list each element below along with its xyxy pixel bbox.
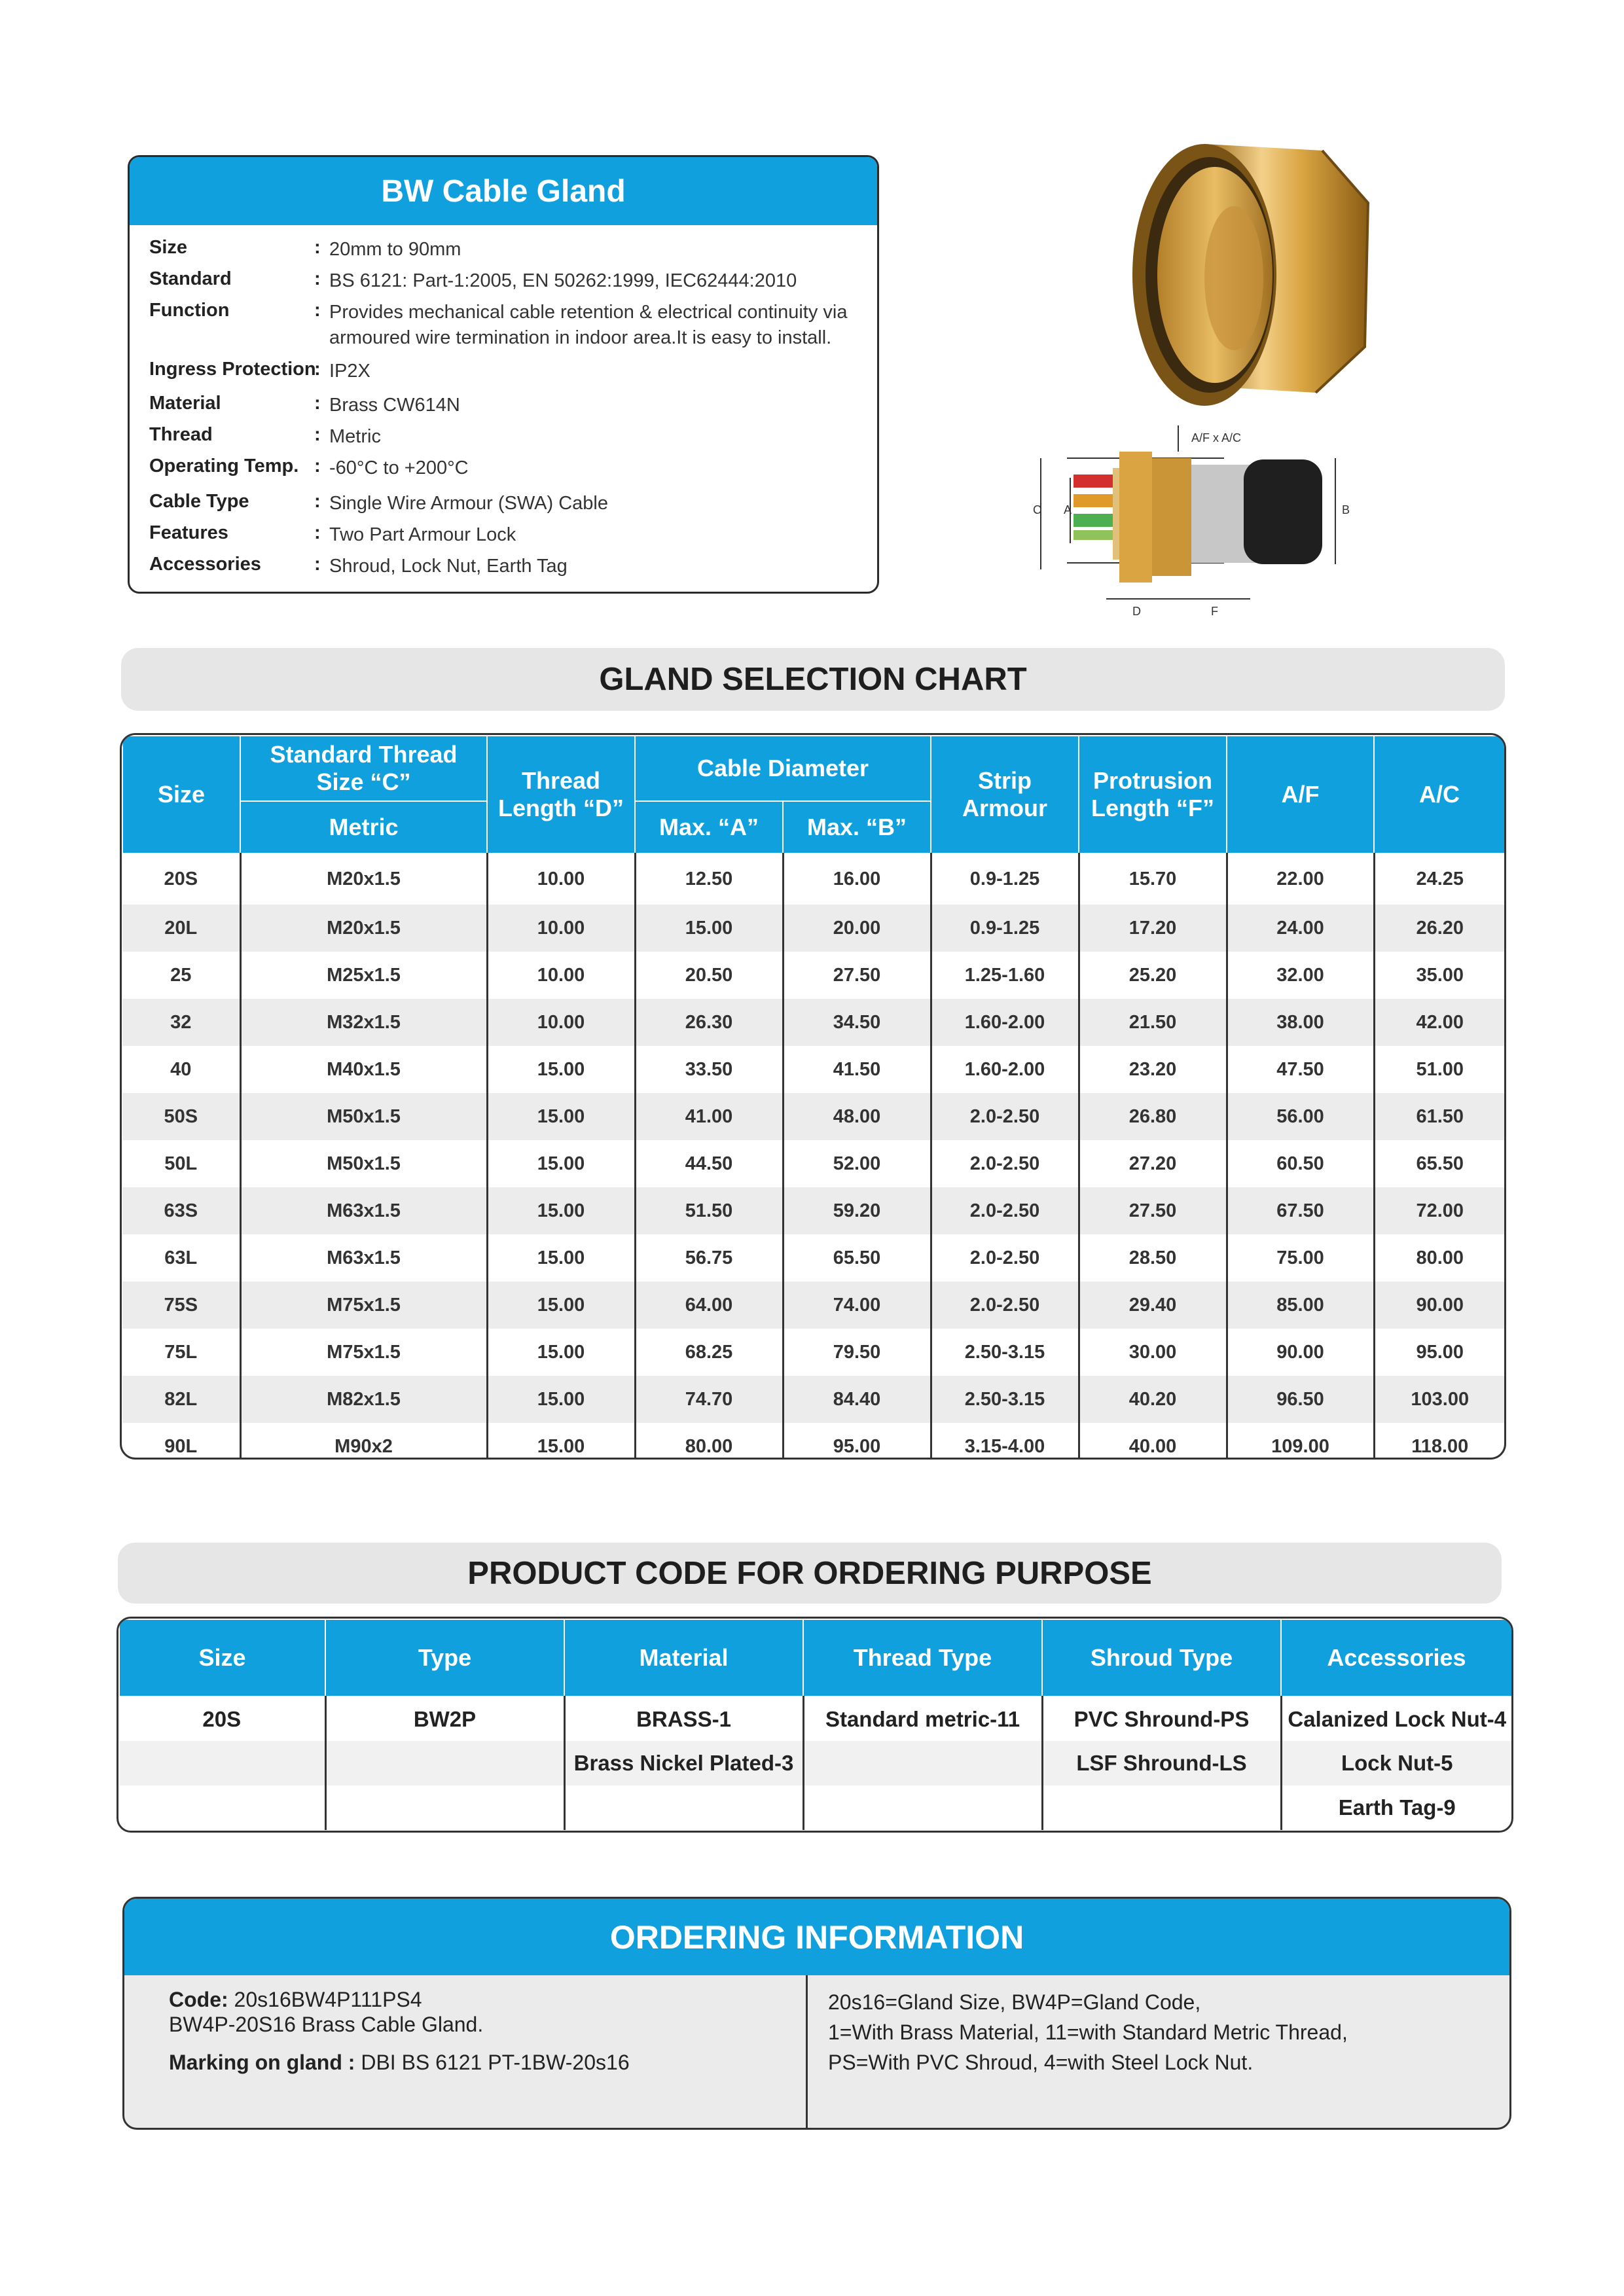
- selection-cell: 24.00: [1227, 905, 1374, 952]
- code-col-header: Size: [119, 1619, 325, 1696]
- selection-row: [122, 1093, 1505, 1140]
- selection-cell: 2.0-2.50: [931, 1234, 1079, 1282]
- selection-cell: 68.25: [635, 1329, 783, 1376]
- selection-cell: 1.60-2.00: [931, 999, 1079, 1046]
- selection-cell: 15.00: [487, 1140, 635, 1187]
- code-cell: Lock Nut-5: [1281, 1741, 1512, 1785]
- code-row: [119, 1785, 1512, 1830]
- diagram-label-f: F: [1211, 605, 1218, 618]
- selection-chart-title: GLAND SELECTION CHART: [121, 648, 1505, 711]
- selection-cell: 90.00: [1374, 1282, 1505, 1329]
- code-cell: [325, 1741, 564, 1785]
- code-cell: Standard metric-11: [803, 1696, 1042, 1741]
- selection-cell: 51.50: [635, 1187, 783, 1234]
- selection-row: [122, 1423, 1505, 1460]
- selection-cell: 10.00: [487, 905, 635, 952]
- code-cell: [119, 1785, 325, 1830]
- selection-cell: 65.50: [1374, 1140, 1505, 1187]
- selection-cell: 29.40: [1079, 1282, 1227, 1329]
- selection-chart-table-frame: [120, 733, 1506, 1460]
- col-header-max-a: Max. “A”: [635, 801, 783, 853]
- spec-value: Shroud, Lock Nut, Earth Tag: [329, 556, 568, 577]
- marking-value: DBI BS 6121 PT-1BW-20s16: [361, 2051, 630, 2074]
- selection-cell: 118.00: [1374, 1423, 1505, 1460]
- selection-cell: 41.00: [635, 1093, 783, 1140]
- selection-cell: 32.00: [1227, 952, 1374, 999]
- selection-cell: M75x1.5: [240, 1282, 487, 1329]
- diagram-label-c: C: [1033, 503, 1041, 516]
- selection-cell: 40.00: [1079, 1423, 1227, 1460]
- explanation-line: PS=With PVC Shroud, 4=with Steel Lock Nut.: [828, 2051, 1254, 2074]
- selection-row: [122, 1234, 1505, 1282]
- code-cell: Brass Nickel Plated-3: [564, 1741, 803, 1785]
- selection-cell: 90.00: [1227, 1329, 1374, 1376]
- selection-row: [122, 1329, 1505, 1376]
- spec-value: -60°C to +200°C: [329, 457, 469, 478]
- selection-cell: 23.20: [1079, 1046, 1227, 1093]
- code-cell: PVC Shround-PS: [1042, 1696, 1281, 1741]
- code-cell: [119, 1741, 325, 1785]
- ordering-explanation: [828, 1987, 1496, 2077]
- selection-cell: M63x1.5: [240, 1234, 487, 1282]
- selection-cell: 84.40: [783, 1376, 931, 1423]
- selection-cell: 26.80: [1079, 1093, 1227, 1140]
- selection-row: [122, 952, 1505, 999]
- code-row: [119, 1696, 1512, 1741]
- spec-colon: :: [314, 491, 321, 512]
- selection-cell: 80.00: [1374, 1234, 1505, 1282]
- spec-label: Size: [149, 237, 188, 258]
- selection-cell: 90L: [164, 1435, 198, 1457]
- selection-cell: 1.60-2.00: [931, 1046, 1079, 1093]
- selection-cell: 74.70: [635, 1376, 783, 1423]
- col-header-af: A/F: [1227, 736, 1374, 853]
- ordering-code-description: BW4P-20S16 Brass Cable Gland.: [169, 2013, 484, 2036]
- selection-cell: 2.0-2.50: [931, 1187, 1079, 1234]
- selection-cell: 79.50: [783, 1329, 931, 1376]
- selection-cell: 15.00: [487, 1423, 635, 1460]
- spec-card: [128, 155, 879, 594]
- ordering-code-block: [169, 1987, 791, 2075]
- code-cell: 20S: [202, 1706, 242, 1731]
- selection-cell: 25.20: [1079, 952, 1227, 999]
- code-cell: BRASS-1: [564, 1696, 803, 1741]
- col-header-max-b: Max. “B”: [783, 801, 931, 853]
- selection-cell: 10.00: [487, 999, 635, 1046]
- marking-label: Marking on gland :: [169, 2051, 355, 2074]
- selection-cell: 15.00: [487, 1187, 635, 1234]
- spec-colon: :: [314, 424, 321, 445]
- selection-cell: 15.00: [487, 1046, 635, 1093]
- ordering-code-label: Code:: [169, 1988, 228, 2011]
- selection-cell: M63x1.5: [240, 1187, 487, 1234]
- col-header-standard-thread: Standard Thread Size “C”: [240, 736, 487, 801]
- spec-value: Provides mechanical cable retention & electrical continuity via armoured wire termination in indoor area.It is easy to install.: [329, 302, 848, 348]
- spec-value: Two Part Armour Lock: [329, 524, 516, 545]
- selection-row: [122, 1282, 1505, 1329]
- selection-cell: 56.00: [1227, 1093, 1374, 1140]
- spec-value: Metric: [329, 426, 381, 447]
- selection-row: [122, 999, 1505, 1046]
- selection-row: [122, 1376, 1505, 1423]
- selection-row: [122, 1046, 1505, 1093]
- selection-cell: 33.50: [635, 1046, 783, 1093]
- selection-row: [122, 905, 1505, 952]
- selection-cell: 2.0-2.50: [931, 1093, 1079, 1140]
- selection-row: [122, 1187, 1505, 1234]
- selection-cell: 2.50-3.15: [931, 1376, 1079, 1423]
- ordering-code-value: 20s16BW4P111PS4: [234, 1988, 422, 2011]
- selection-cell: 75.00: [1227, 1234, 1374, 1282]
- selection-cell: 59.20: [783, 1187, 931, 1234]
- selection-cell: 12.50: [635, 853, 783, 905]
- spec-colon: :: [314, 522, 321, 543]
- selection-cell: 0.9-1.25: [931, 905, 1079, 952]
- explanation-line: 20s16=Gland Size, BW4P=Gland Code,: [828, 1990, 1201, 2014]
- col-header-strip-armour: Strip Armour: [931, 736, 1079, 853]
- selection-cell: M20x1.5: [240, 905, 487, 952]
- code-cell: LSF Shround-LS: [1042, 1741, 1281, 1785]
- col-header-cable-diameter: Cable Diameter: [635, 736, 931, 801]
- spec-value: IP2X: [329, 361, 370, 382]
- selection-cell: 75L: [164, 1341, 198, 1363]
- spec-value: Brass CW614N: [329, 395, 460, 416]
- selection-cell: 1.25-1.60: [931, 952, 1079, 999]
- spec-label: Thread: [149, 424, 213, 445]
- spec-value: BS 6121: Part-1:2005, EN 50262:1999, IEC62444:2010: [329, 270, 797, 291]
- selection-cell: 0.9-1.25: [931, 853, 1079, 905]
- selection-cell: 38.00: [1227, 999, 1374, 1046]
- selection-cell: M90x2: [240, 1423, 487, 1460]
- code-col-header: Material: [564, 1619, 803, 1696]
- selection-cell: 95.00: [783, 1423, 931, 1460]
- selection-cell: 67.50: [1227, 1187, 1374, 1234]
- selection-cell: M25x1.5: [240, 952, 487, 999]
- selection-cell: 103.00: [1374, 1376, 1505, 1423]
- selection-cell: 74.00: [783, 1282, 931, 1329]
- selection-cell: 27.50: [1079, 1187, 1227, 1234]
- selection-cell: 75S: [122, 1282, 240, 1329]
- selection-cell: 25: [170, 964, 192, 986]
- code-cell: Calanized Lock Nut-4: [1281, 1696, 1512, 1741]
- selection-cell: 20.00: [783, 905, 931, 952]
- selection-cell: 51.00: [1374, 1046, 1505, 1093]
- selection-cell: M75x1.5: [240, 1329, 487, 1376]
- spec-colon: :: [314, 268, 321, 289]
- code-cell: [564, 1785, 803, 1830]
- selection-cell: 50L: [164, 1153, 198, 1174]
- selection-cell: 17.20: [1079, 905, 1227, 952]
- diagram-label-a: A: [1064, 503, 1072, 516]
- selection-cell: 15.00: [487, 1376, 635, 1423]
- selection-cell: M50x1.5: [240, 1140, 487, 1187]
- selection-cell: 72.00: [1374, 1187, 1505, 1234]
- spec-value: 20mm to 90mm: [329, 239, 461, 260]
- spec-label: Standard: [149, 268, 232, 289]
- selection-cell: 64.00: [635, 1282, 783, 1329]
- selection-cell: 15.00: [487, 1093, 635, 1140]
- spec-label: Accessories: [149, 554, 261, 575]
- selection-cell: M40x1.5: [240, 1046, 487, 1093]
- selection-cell: 20L: [122, 905, 240, 952]
- diagram-label-af-ac: A/F x A/C: [1191, 431, 1242, 444]
- selection-cell: M20x1.5: [240, 853, 487, 905]
- selection-cell: 96.50: [1227, 1376, 1374, 1423]
- selection-cell: 82L: [122, 1376, 240, 1423]
- ordering-divider: [806, 1975, 808, 2130]
- col-header-protrusion-length: Protrusion Length “F”: [1079, 736, 1227, 853]
- selection-cell: 56.75: [635, 1234, 783, 1282]
- selection-cell: 48.00: [783, 1093, 931, 1140]
- selection-cell: 50S: [122, 1093, 240, 1140]
- spec-colon: :: [314, 393, 321, 414]
- ordering-information-title: ORDERING INFORMATION: [124, 1899, 1509, 1975]
- spec-label: Cable Type: [149, 491, 249, 512]
- selection-cell: 95.00: [1374, 1329, 1505, 1376]
- col-header-size: Size: [122, 736, 240, 853]
- product-code-table: [118, 1619, 1513, 1830]
- code-col-header: Accessories: [1281, 1619, 1512, 1696]
- selection-cell: 26.20: [1374, 905, 1505, 952]
- spec-card-title: BW Cable Gland: [130, 157, 877, 225]
- selection-cell: 63L: [164, 1247, 198, 1268]
- selection-cell: 2.0-2.50: [931, 1140, 1079, 1187]
- col-header-metric: Metric: [240, 801, 487, 853]
- code-cell: BW2P: [325, 1696, 564, 1741]
- selection-cell: 44.50: [635, 1140, 783, 1187]
- selection-cell: 109.00: [1227, 1423, 1374, 1460]
- selection-cell: 60.50: [1227, 1140, 1374, 1187]
- spec-label: Features: [149, 522, 228, 543]
- selection-row: [122, 1140, 1505, 1187]
- selection-cell: 65.50: [783, 1234, 931, 1282]
- selection-cell: 10.00: [487, 853, 635, 905]
- product-code-title: PRODUCT CODE FOR ORDERING PURPOSE: [118, 1543, 1502, 1604]
- selection-cell: 24.25: [1374, 853, 1505, 905]
- selection-cell: 28.50: [1079, 1234, 1227, 1282]
- selection-cell: 20.50: [635, 952, 783, 999]
- selection-cell: 47.50: [1227, 1046, 1374, 1093]
- selection-cell: 42.00: [1374, 999, 1505, 1046]
- selection-cell: 20S: [164, 869, 198, 889]
- selection-cell: 52.00: [783, 1140, 931, 1187]
- selection-cell: M50x1.5: [240, 1093, 487, 1140]
- selection-cell: 40: [170, 1058, 192, 1080]
- explanation-line: 1=With Brass Material, 11=with Standard Metric Thread,: [828, 2020, 1348, 2044]
- spec-colon: :: [314, 237, 321, 258]
- product-code-table-frame: [117, 1617, 1513, 1833]
- ordering-information-panel: [122, 1897, 1511, 2130]
- code-col-header: Shroud Type: [1042, 1619, 1281, 1696]
- selection-cell: M32x1.5: [240, 999, 487, 1046]
- code-col-header: Thread Type: [803, 1619, 1042, 1696]
- col-header-thread-length: Thread Length “D”: [487, 736, 635, 853]
- selection-cell: 27.20: [1079, 1140, 1227, 1187]
- selection-cell: 35.00: [1374, 952, 1505, 999]
- code-col-header: Type: [325, 1619, 564, 1696]
- spec-colon: :: [314, 300, 321, 321]
- selection-cell: 15.00: [487, 1329, 635, 1376]
- selection-cell: 34.50: [783, 999, 931, 1046]
- selection-cell: 32: [122, 999, 240, 1046]
- col-header-ac: A/C: [1374, 736, 1505, 853]
- selection-cell: 22.00: [1227, 853, 1374, 905]
- selection-cell: 63S: [122, 1187, 240, 1234]
- selection-cell: 3.15-4.00: [931, 1423, 1079, 1460]
- selection-cell: 41.50: [783, 1046, 931, 1093]
- selection-cell: 15.00: [487, 1282, 635, 1329]
- product-photo: [1106, 131, 1381, 412]
- code-cell: [803, 1785, 1042, 1830]
- spec-label: Ingress Protection: [149, 359, 316, 380]
- code-cell: [325, 1785, 564, 1830]
- selection-cell: 15.00: [487, 1234, 635, 1282]
- selection-cell: 27.50: [783, 952, 931, 999]
- spec-label: Material: [149, 393, 221, 414]
- spec-colon: :: [314, 359, 321, 380]
- selection-chart-table: [122, 735, 1506, 1460]
- spec-label: Function: [149, 300, 230, 321]
- selection-cell: 2.50-3.15: [931, 1329, 1079, 1376]
- selection-cell: 2.0-2.50: [931, 1282, 1079, 1329]
- code-cell: [1042, 1785, 1281, 1830]
- selection-cell: 15.70: [1079, 853, 1227, 905]
- selection-row: [122, 853, 1505, 905]
- selection-cell: 40.20: [1079, 1376, 1227, 1423]
- selection-cell: 15.00: [635, 905, 783, 952]
- spec-label: Operating Temp.: [149, 456, 299, 476]
- selection-cell: 61.50: [1374, 1093, 1505, 1140]
- selection-cell: 10.00: [487, 952, 635, 999]
- diagram-label-d: D: [1132, 605, 1141, 618]
- selection-cell: 26.30: [635, 999, 783, 1046]
- selection-cell: 16.00: [783, 853, 931, 905]
- spec-value: Single Wire Armour (SWA) Cable: [329, 493, 608, 514]
- gland-dimension-diagram: [1028, 412, 1368, 622]
- spec-colon: :: [314, 456, 321, 476]
- selection-cell: 85.00: [1227, 1282, 1374, 1329]
- selection-cell: 21.50: [1079, 999, 1227, 1046]
- selection-cell: 80.00: [635, 1423, 783, 1460]
- selection-cell: 30.00: [1079, 1329, 1227, 1376]
- selection-cell: M82x1.5: [240, 1376, 487, 1423]
- spec-colon: :: [314, 554, 321, 575]
- code-cell: [803, 1741, 1042, 1785]
- code-cell: Earth Tag-9: [1281, 1785, 1512, 1830]
- diagram-label-b: B: [1342, 503, 1350, 516]
- code-row: [119, 1741, 1512, 1785]
